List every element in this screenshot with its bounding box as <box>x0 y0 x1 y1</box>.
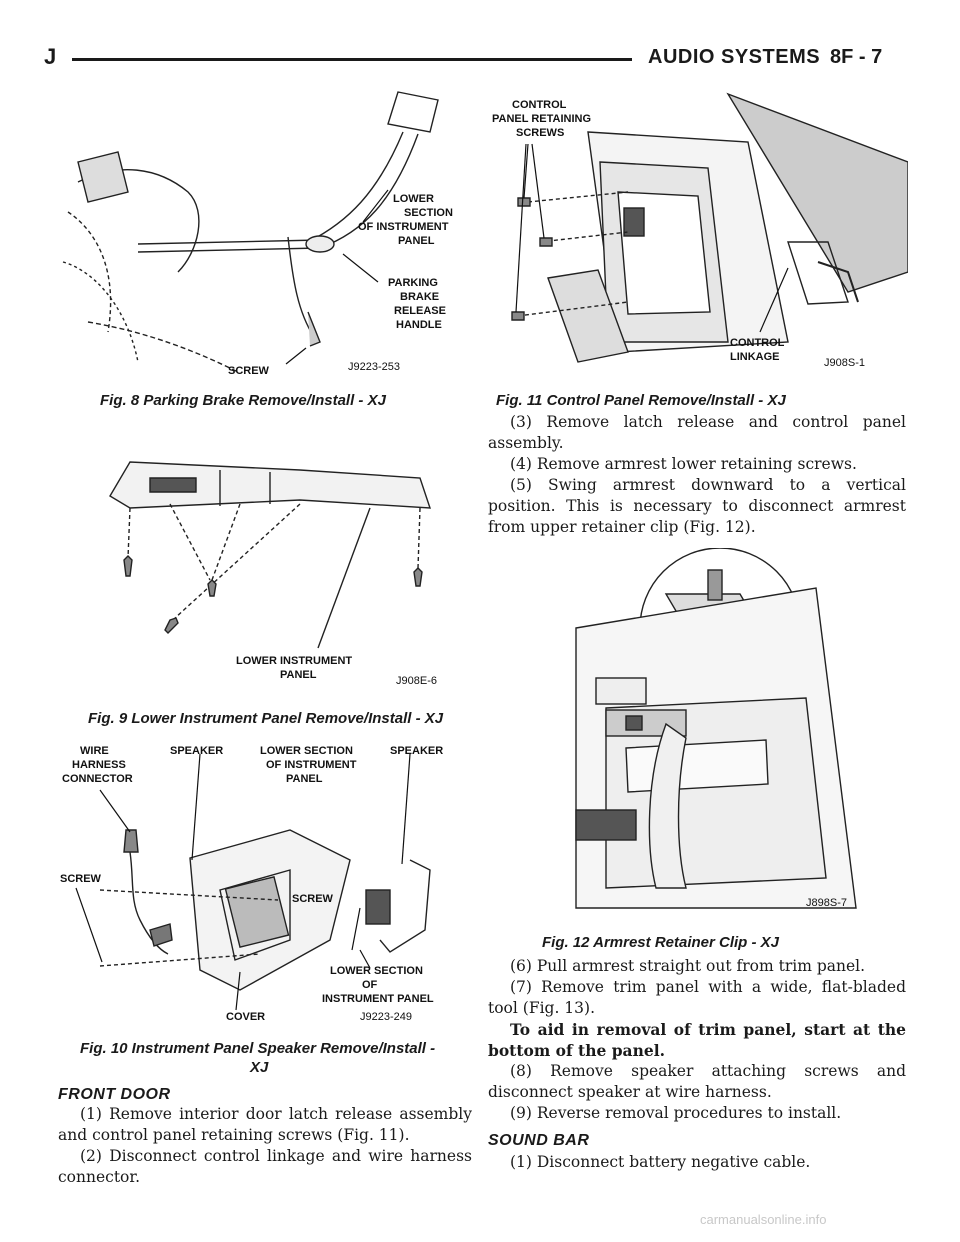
label-control-linkage: CONTROL <box>730 337 785 349</box>
fig11-caption: Fig. 11 Control Panel Remove/Install - XJ <box>496 392 786 409</box>
label-lower-instrument-panel: LOWER INSTRUMENT <box>236 655 353 667</box>
section-heading-sound-bar: SOUND BAR <box>488 1132 590 1149</box>
label-speaker-left: SPEAKER <box>170 745 224 757</box>
fig12-illustration <box>536 548 876 918</box>
figure-code: J908E-6 <box>396 675 437 687</box>
label-lower-section: LOWER <box>393 193 434 205</box>
figure-code: J898S-7 <box>806 897 847 909</box>
label-control-panel-retaining-screws: CONTROL <box>512 99 567 111</box>
watermark: carmanualsonline.info <box>700 1212 827 1227</box>
svg-text:RELEASE: RELEASE <box>394 305 446 317</box>
fig9-caption: Fig. 9 Lower Instrument Panel Remove/Install - XJ <box>88 710 444 727</box>
section-letter: J <box>44 44 57 69</box>
step-6: (6) Pull armrest straight out from trim panel. <box>510 957 866 975</box>
label-screw-right: SCREW <box>292 893 333 905</box>
fig9-illustration <box>100 448 460 700</box>
svg-text:PANEL RETAINING: PANEL RETAINING <box>492 113 592 125</box>
step-5: (5) Swing armrest downward to a vertical position. This is necessary to disconnect armrest from upper retainer clip (Fig. 12). <box>488 476 906 536</box>
fig11-illustration <box>488 92 908 382</box>
svg-text:OF: OF <box>362 979 378 991</box>
svg-text:SECTION: SECTION <box>404 207 453 219</box>
svg-text:PANEL: PANEL <box>398 235 435 247</box>
label-screw: SCREW <box>228 365 269 377</box>
svg-text:HANDLE: HANDLE <box>396 319 442 331</box>
section-heading-front-door: FRONT DOOR <box>58 1086 171 1103</box>
step-9: (9) Reverse removal procedures to install. <box>510 1104 842 1122</box>
fig8-illustration <box>58 72 458 388</box>
label-wire-harness-connector: WIRE <box>80 745 109 757</box>
fig8-caption: Fig. 8 Parking Brake Remove/Install - XJ <box>100 392 386 409</box>
svg-text:BRAKE: BRAKE <box>400 291 440 303</box>
svg-text:OF INSTRUMENT: OF INSTRUMENT <box>266 759 357 771</box>
front-door-step-1: (1) Remove interior door latch release assembly and control panel retaining screws (Fig. 11). <box>58 1105 472 1144</box>
fig10-illustration <box>60 740 460 1036</box>
label-speaker-right: SPEAKER <box>390 745 444 757</box>
label-cover: COVER <box>226 1011 266 1023</box>
svg-text:PANEL: PANEL <box>286 773 323 785</box>
step-8: (8) Remove speaker attaching screws and disconnect speaker at wire harness. <box>488 1062 906 1101</box>
label-lower-section-top: LOWER SECTION <box>260 745 353 757</box>
fig10-caption: Fig. 10 Instrument Panel Speaker Remove/Install - <box>80 1040 436 1057</box>
page-title: AUDIO SYSTEMS <box>648 46 821 68</box>
header-rule <box>72 58 632 61</box>
label-lower-section-bottom: LOWER SECTION <box>330 965 423 977</box>
svg-text:CONNECTOR: CONNECTOR <box>62 773 133 785</box>
note-trim-panel: To aid in removal of trim panel, start at the bottom of the panel. <box>488 1020 906 1060</box>
step-4: (4) Remove armrest lower retaining screws. <box>510 455 857 473</box>
svg-text:SCREWS: SCREWS <box>516 127 565 139</box>
label-screw-left: SCREW <box>60 873 101 885</box>
figure-code: J908S-1 <box>824 357 865 369</box>
step-3: (3) Remove latch release and control panel assembly. <box>488 413 906 452</box>
fig12-caption: Fig. 12 Armrest Retainer Clip - XJ <box>542 934 780 951</box>
page-number: 8F - 7 <box>830 46 883 68</box>
figure-code: J9223-249 <box>360 1011 412 1023</box>
sound-bar-step-1: (1) Disconnect battery negative cable. <box>510 1153 811 1171</box>
svg-text:PANEL: PANEL <box>280 669 317 681</box>
svg-text:INSTRUMENT PANEL: INSTRUMENT PANEL <box>322 993 434 1005</box>
fig10-caption-line2: XJ <box>250 1059 269 1076</box>
front-door-step-2: (2) Disconnect control linkage and wire harness connector. <box>58 1147 472 1186</box>
figure-code: J9223-253 <box>348 361 400 373</box>
label-parking-brake: PARKING <box>388 277 438 289</box>
svg-text:LINKAGE: LINKAGE <box>730 351 780 363</box>
svg-text:OF INSTRUMENT: OF INSTRUMENT <box>358 221 449 233</box>
step-7: (7) Remove trim panel with a wide, flat-bladed tool (Fig. 13). <box>488 978 906 1017</box>
svg-text:HARNESS: HARNESS <box>72 759 126 771</box>
